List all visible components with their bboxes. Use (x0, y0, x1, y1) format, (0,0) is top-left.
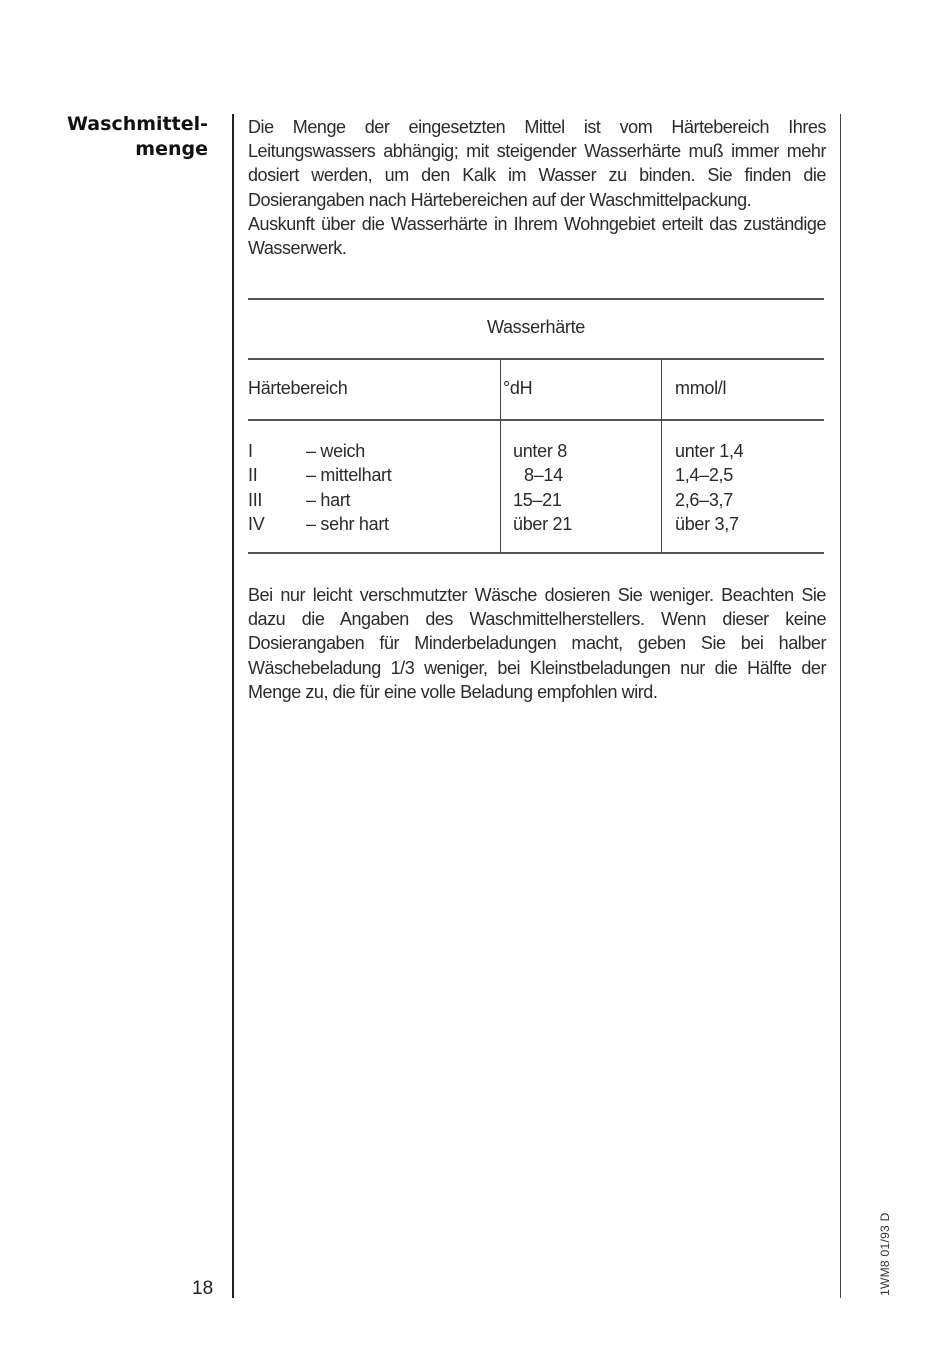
table-top-rule (248, 298, 824, 300)
table-row (248, 488, 824, 512)
document-code: 1WM8 01/93 D (878, 1212, 892, 1296)
range-mmol: über 3,7 (675, 513, 739, 534)
range-label: – hart (306, 489, 351, 510)
table-bottom-rule (248, 552, 824, 554)
header-mmol: mmol/l (675, 378, 727, 398)
range-dh: 15–21 (513, 489, 562, 510)
right-margin-rule (840, 114, 841, 1298)
header-haertebereich: Härtebereich (248, 378, 348, 398)
table-body (248, 439, 824, 536)
range-dh: unter 8 (513, 441, 567, 461)
section-heading-line1: Waschmittel- (67, 113, 208, 135)
dosage-note (248, 583, 826, 704)
range-dh: 8–14 (524, 465, 563, 486)
range-label: – mittelhart (306, 465, 392, 486)
intro-paragraph-2: Auskunft über die Wasserhärte in Ihrem Wohngebiet erteilt das zuständige Wasserwerk. (248, 213, 826, 259)
range-mmol: unter 1,4 (675, 441, 744, 461)
intro-text (248, 115, 826, 260)
range-mmol: 2,6–3,7 (675, 489, 733, 510)
table-row (248, 512, 824, 536)
table-header-rule (248, 419, 824, 421)
dosage-note-text: Bei nur leicht verschmutzter Wäsche dosieren Sie weniger. Beachten Sie dazu die Angaben des Waschmittelherstellers. Wenn dieser keine Dosierangaben für Minderbeladungen macht, geben Sie bei halber Wäschebeladung 1/3 weniger, bei Kleinstbeladungen nur die Hälfte der Menge zu, die für eine volle Beladung empfohlen wird. (248, 585, 826, 702)
range-label: – weich (306, 441, 365, 461)
range-mmol: 1,4–2,5 (675, 465, 733, 486)
table-caption-rule (248, 358, 824, 360)
table-row (248, 463, 824, 487)
section-heading (40, 112, 208, 162)
range-number: IV (248, 513, 265, 534)
range-dh: über 21 (513, 513, 572, 534)
left-margin-rule (232, 114, 234, 1298)
table-caption: Wasserhärte (486, 317, 586, 337)
range-label: – sehr hart (306, 513, 389, 534)
table-row (248, 439, 824, 463)
header-dh: °dH (503, 378, 533, 398)
range-number: III (248, 489, 263, 510)
page-number: 18 (192, 1278, 214, 1299)
range-number: I (248, 441, 253, 461)
range-number: II (248, 465, 258, 486)
section-heading-line2: menge (135, 138, 208, 160)
intro-paragraph-1: Die Menge der eingesetzten Mittel ist vom Härtebereich Ihres Leitungswassers abhängig; mit steigender Wasserhärte muß immer mehr dosiert werden, um den Kalk im Wasser zu binden. Sie finden die Dosierangaben nach Härtebereichen auf der Waschmittelpackung. (248, 117, 826, 210)
